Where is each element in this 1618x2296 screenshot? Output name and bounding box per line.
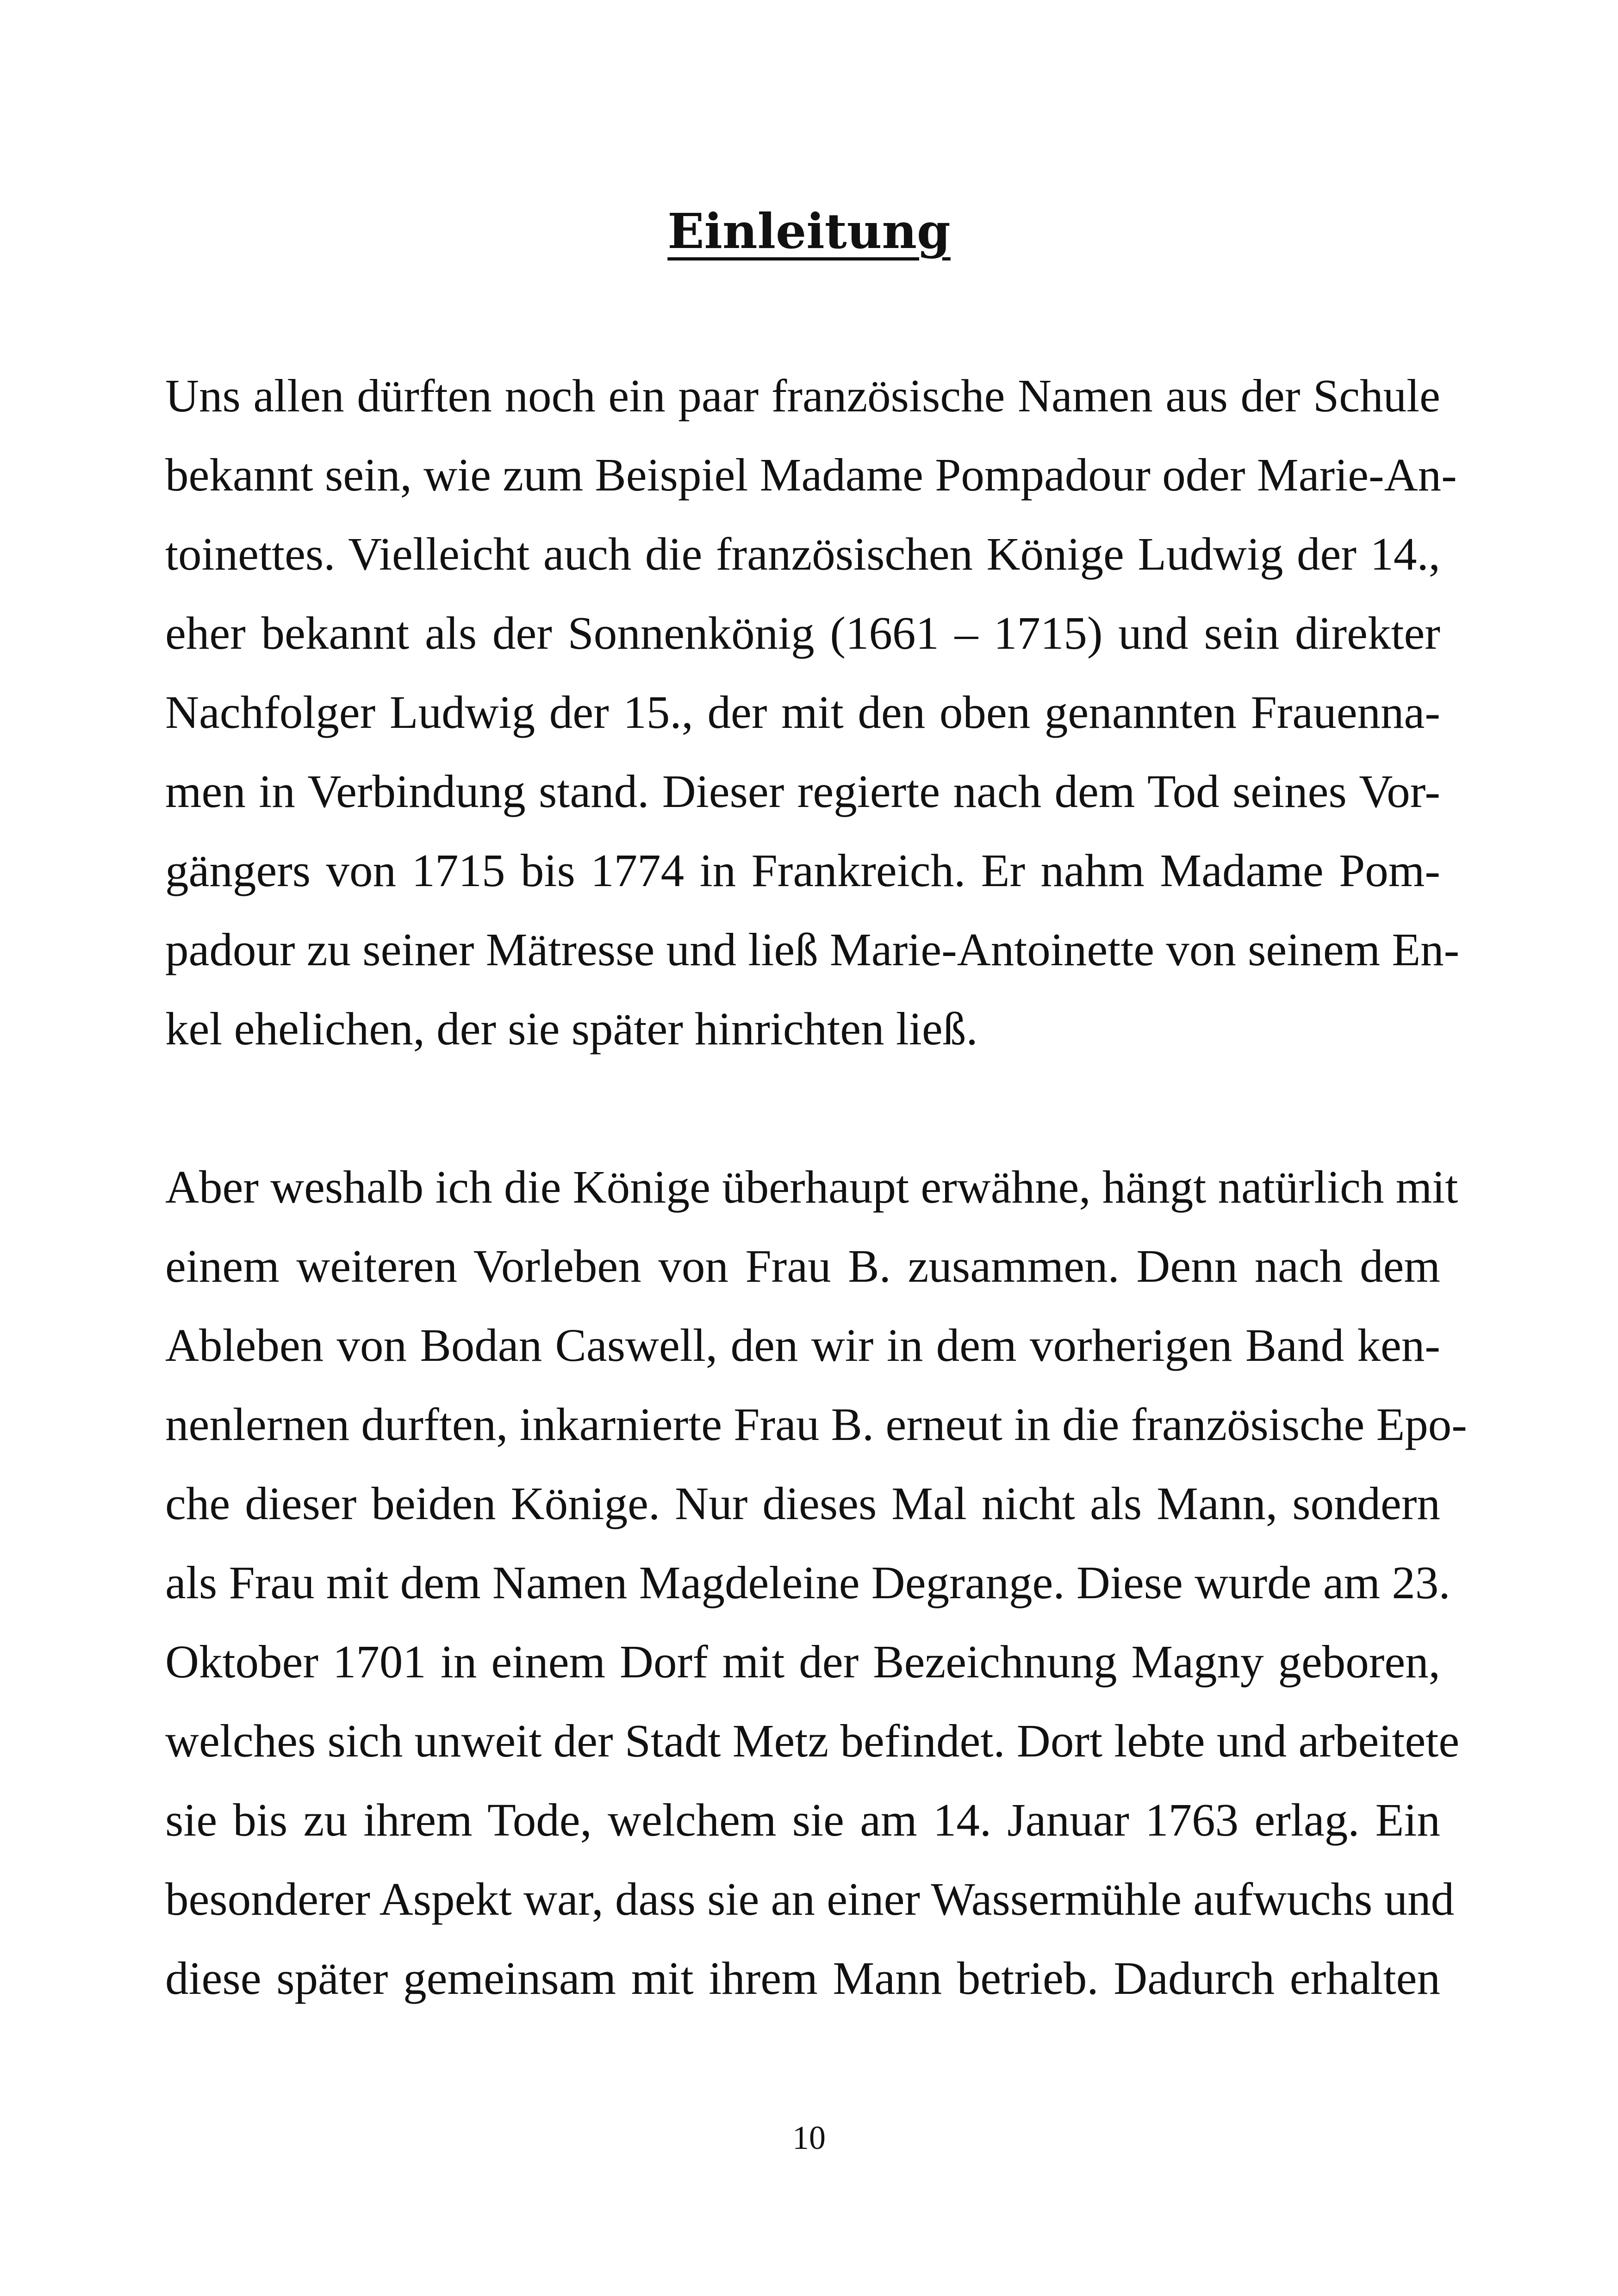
text-line: eher bekannt als der Sonnenkönig (1661 – 1715) und sein direkter: [165, 607, 1440, 659]
text-line: Aber weshalb ich die Könige überhaupt erwähne, hängt natürlich mit: [165, 1161, 1458, 1213]
text-line: Uns allen dürften noch ein paar französische Namen aus der Schule: [165, 370, 1440, 422]
text-line: als Frau mit dem Namen Magdeleine Degrange. Diese wurde am 23.: [165, 1557, 1450, 1608]
text-line: nenlernen durften, inkarnierte Frau B. erneut in die französische Epo-: [165, 1398, 1467, 1450]
text-line: padour zu seiner Mätresse und ließ Marie-Antoinette von seinem En-: [165, 924, 1460, 975]
paragraph-2: [165, 1148, 1467, 2018]
chapter-title: Einleitung: [667, 203, 951, 260]
text-line: gängers von 1715 bis 1774 in Frankreich. Er nahm Madame Pom-: [165, 844, 1440, 896]
text-line: men in Verbindung stand. Dieser regierte nach dem Tod seines Vor-: [165, 765, 1440, 817]
text-line: Oktober 1701 in einem Dorf mit der Bezeichnung Magny geboren,: [165, 1636, 1440, 1688]
text-line: kel ehelichen, der sie später hinrichten ließ.: [165, 1003, 978, 1055]
text-line: einem weiteren Vorleben von Frau B. zusammen. Denn nach dem: [165, 1240, 1440, 1292]
text-line: sie bis zu ihrem Tode, welchem sie am 14. Januar 1763 erlag. Ein: [165, 1794, 1440, 1846]
text-line: Ableben von Bodan Caswell, den wir in dem vorherigen Band ken-: [165, 1319, 1440, 1371]
text-line: diese später gemeinsam mit ihrem Mann betrieb. Dadurch erhalten: [165, 1952, 1440, 2004]
text-line: besonderer Aspekt war, dass sie an einer Wassermühle aufwuchs und: [165, 1873, 1455, 1925]
text-line: welches sich unweit der Stadt Metz befindet. Dort lebte und arbeitete: [165, 1715, 1460, 1767]
paragraph-1: [165, 356, 1460, 1068]
text-line: bekannt sein, wie zum Beispiel Madame Pompadour oder Marie-An-: [165, 449, 1457, 501]
text-line: toinettes. Vielleicht auch die französischen Könige Ludwig der 14.,: [165, 528, 1440, 580]
text-line: che dieser beiden Könige. Nur dieses Mal nicht als Mann, sondern: [165, 1477, 1440, 1529]
page-number: 10: [792, 2119, 826, 2156]
text-line: Nachfolger Ludwig der 15., der mit den oben genannten Frauenna-: [165, 686, 1440, 738]
